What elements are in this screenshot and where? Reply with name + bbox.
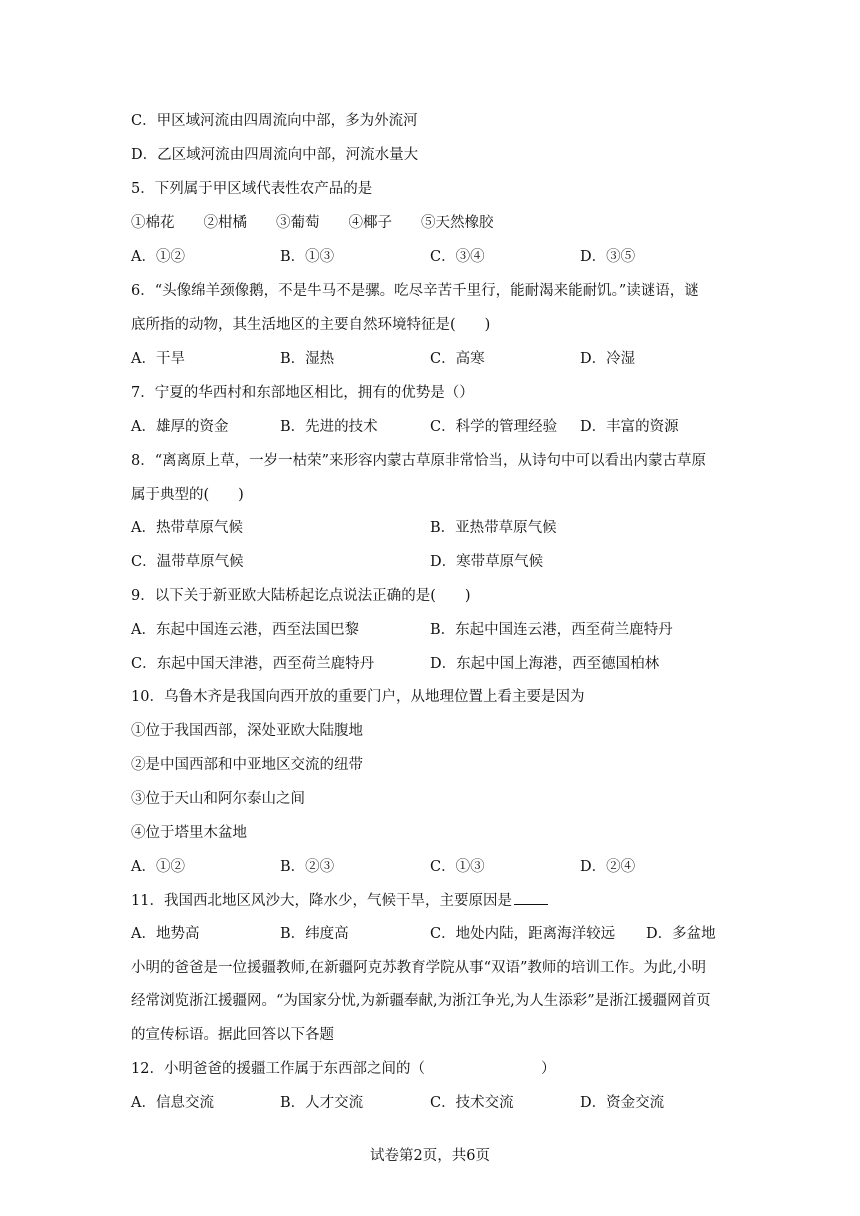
- question-6-line1: 6．“头像绵羊颈像鹅，不是牛马不是骡。吃尽辛苦千里行，能耐渴来能耐饥。”读谜语，谜: [131, 283, 699, 299]
- passage-line3: 的宣传标语。据此回答以下各题: [131, 1027, 334, 1043]
- q12-option-a: A．信息交流: [131, 1095, 214, 1111]
- q5-option-b: B．①③: [280, 249, 335, 265]
- q5-items: ①棉花 ②柑橘 ③葡萄 ④椰子 ⑤天然橡胶: [131, 215, 494, 231]
- q6-option-c: C．高寒: [430, 351, 485, 367]
- question-11-text: 11．我国西北地区风沙大，降水少，气候干旱，主要原因是: [131, 893, 512, 909]
- q10-item-4: ④位于塔里木盆地: [131, 825, 247, 841]
- question-11: [131, 890, 548, 911]
- q6-option-b: B．湿热: [280, 351, 335, 367]
- q10-option-b: B．②③: [280, 859, 335, 875]
- q12-option-b: B．人才交流: [280, 1095, 364, 1111]
- q10-item-3: ③位于天山和阿尔泰山之间: [131, 791, 305, 807]
- q12-option-c: C．技术交流: [430, 1095, 514, 1111]
- question-5: 5．下列属于甲区域代表性农产品的是: [131, 181, 373, 197]
- q8-option-d: D．寒带草原气候: [430, 554, 544, 570]
- q9-option-c: C．东起中国天津港，西至荷兰鹿特丹: [131, 656, 375, 672]
- q4-option-d: D．乙区域河流由四周流向中部，河流水量大: [131, 147, 419, 163]
- q9-option-d: D．东起中国上海港，西至德国柏林: [430, 656, 660, 672]
- q10-option-c: C．①③: [430, 859, 485, 875]
- q12-option-d: D．资金交流: [580, 1095, 665, 1111]
- question-10: 10．乌鲁木齐是我国向西开放的重要门户，从地理位置上看主要是因为: [131, 689, 585, 705]
- q10-option-a: A．①②: [131, 859, 185, 875]
- q9-option-a: A．东起中国连云港，西至法国巴黎: [131, 622, 359, 638]
- question-7: 7．宁夏的华西村和东部地区相比，拥有的优势是（）: [131, 385, 474, 401]
- q10-item-2: ②是中国西部和中亚地区交流的纽带: [131, 757, 363, 773]
- q5-option-d: D．③⑤: [580, 249, 636, 265]
- q8-option-c: C．温带草原气候: [131, 554, 244, 570]
- q8-option-a: A．热带草原气候: [131, 520, 243, 536]
- q10-item-1: ①位于我国西部，深处亚欧大陆腹地: [131, 723, 363, 739]
- q11-option-c: C．地处内陆，距离海洋较远: [430, 926, 616, 942]
- q5-option-c: C．③④: [430, 249, 485, 265]
- q11-option-b: B．纬度高: [280, 926, 349, 942]
- passage-line1: 小明的爸爸是一位援疆教师,在新疆阿克苏教育学院从事“双语”教师的培训工作。为此,小明: [131, 960, 707, 976]
- q9-option-b: B．东起中国连云港，西至荷兰鹿特丹: [430, 622, 673, 638]
- q7-option-d: D．丰富的资源: [580, 419, 679, 435]
- question-9: 9．以下关于新亚欧大陆桥起讫点说法正确的是( ): [131, 588, 471, 604]
- question-6-line2: 底所指的动物，其生活地区的主要自然环境特征是( ): [131, 317, 491, 333]
- passage-line2: 经常浏览浙江援疆网。“为国家分忧,为新疆奉献,为浙江争光,为人生添彩”是浙江援疆网首页: [131, 993, 711, 1009]
- q5-option-a: A．①②: [131, 249, 185, 265]
- question-8-line2: 属于典型的( ): [131, 487, 244, 503]
- q11-option-a: A．地势高: [131, 926, 200, 942]
- answer-blank: [514, 890, 548, 905]
- q8-option-b: B．亚热带草原气候: [430, 520, 557, 536]
- q7-option-b: B．先进的技术: [280, 419, 378, 435]
- q10-option-d: D．②④: [580, 859, 636, 875]
- q7-option-c: C．科学的管理经验: [430, 419, 558, 435]
- q6-option-d: D．冷湿: [580, 351, 636, 367]
- q11-option-d: D．多盆地: [646, 926, 716, 942]
- question-12: 12．小明爸爸的援疆工作属于东西部之间的（ ）: [131, 1061, 556, 1077]
- q6-option-a: A．干旱: [131, 351, 185, 367]
- question-8-line1: 8．“离离原上草，一岁一枯荣”来形容内蒙古草原非常恰当，从诗句中可以看出内蒙古草原: [131, 453, 707, 469]
- page-footer: 试卷第2页，共6页: [370, 1148, 490, 1164]
- q7-option-a: A．雄厚的资金: [131, 419, 229, 435]
- q4-option-c: C．甲区域河流由四周流向中部，多为外流河: [131, 113, 418, 129]
